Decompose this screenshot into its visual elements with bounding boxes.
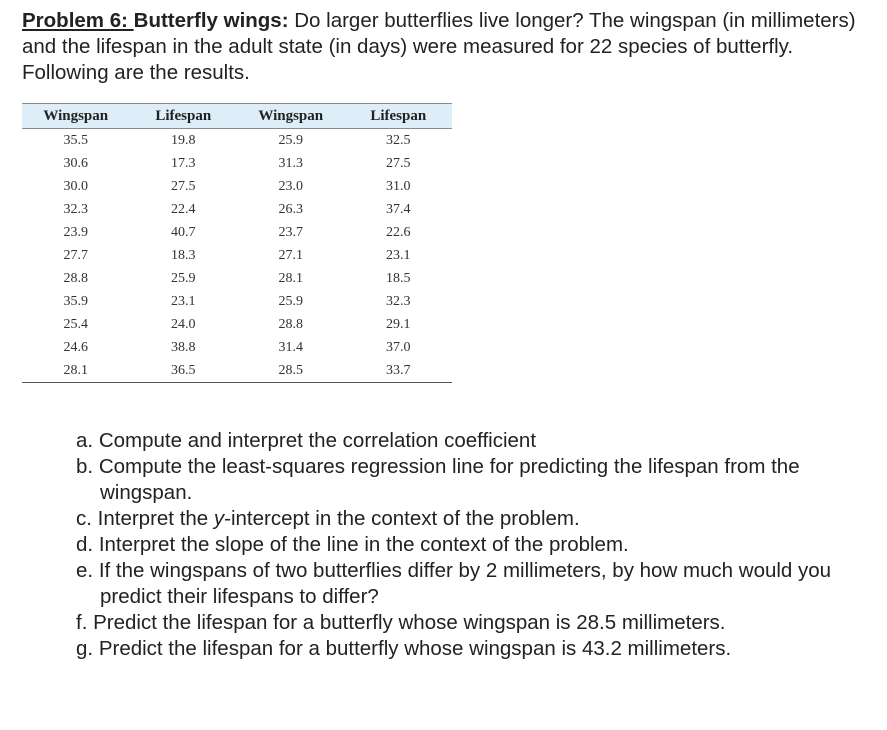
table-row xyxy=(22,359,452,383)
question-text: Compute and interpret the correlation coefficient xyxy=(98,429,537,452)
question-item xyxy=(76,558,876,610)
table-row xyxy=(22,290,452,313)
table-cell: 32.3 xyxy=(386,293,411,309)
table-cell: 22.6 xyxy=(386,224,411,240)
table-cell: 23.0 xyxy=(278,178,303,194)
question-item xyxy=(76,506,876,532)
table-cell: 27.5 xyxy=(171,178,196,194)
table-row xyxy=(22,313,452,336)
table-cell: 19.8 xyxy=(171,132,196,148)
table-cell: 30.6 xyxy=(63,155,88,171)
table-cell: 36.5 xyxy=(130,359,238,383)
question-item xyxy=(76,428,876,454)
table-cell: 23.1 xyxy=(386,247,411,263)
table-cell: 18.5 xyxy=(386,270,411,286)
table-cell: 22.4 xyxy=(171,201,196,217)
header-wingspan-1: Wingspan xyxy=(22,104,130,129)
table-cell: 32.3 xyxy=(63,201,88,217)
question-letter: e. xyxy=(76,559,94,582)
table-cell: 26.3 xyxy=(278,201,303,217)
table-cell: 37.0 xyxy=(386,339,411,355)
table-cell: 24.6 xyxy=(63,339,88,355)
header-wingspan-2: Wingspan xyxy=(237,104,345,129)
table-header-row xyxy=(22,104,452,129)
problem-intro xyxy=(22,8,872,86)
problem-topic: Butterfly wings: xyxy=(133,9,289,32)
table-cell: 25.4 xyxy=(63,316,88,332)
table-cell: 28.8 xyxy=(63,270,88,286)
table-cell: 30.0 xyxy=(63,178,88,194)
table-cell: 18.3 xyxy=(171,247,196,263)
problem-description: Do larger butterflies live longer? The wingspan (in millimeters) and the lifespan in the adult state (in days) were measured for 22 species of butterfly. Following are the results. xyxy=(22,9,856,84)
table-row xyxy=(22,198,452,221)
question-text: Interpret the xyxy=(97,507,214,530)
table-cell: 28.8 xyxy=(278,316,303,332)
table-cell: 27.5 xyxy=(386,155,411,171)
question-letter: c. xyxy=(76,507,92,530)
table-cell: 33.7 xyxy=(345,359,453,383)
table-cell: 29.1 xyxy=(386,316,411,332)
table-cell: 23.9 xyxy=(63,224,88,240)
table-row xyxy=(22,267,452,290)
table-cell: 35.5 xyxy=(63,132,88,148)
question-letter: b. xyxy=(76,455,94,478)
table-row xyxy=(22,175,452,198)
question-item xyxy=(76,532,876,558)
question-emphasis: y xyxy=(213,507,225,530)
table-cell: 25.9 xyxy=(171,270,196,286)
question-text: Predict the lifespan for a butterfly whose wingspan is 28.5 millimeters. xyxy=(93,611,726,634)
table-cell: 31.0 xyxy=(386,178,411,194)
question-text: Interpret the slope of the line in the context of the problem. xyxy=(98,533,629,556)
question-item xyxy=(76,636,876,662)
header-lifespan-1: Lifespan xyxy=(130,104,238,129)
table-cell: 40.7 xyxy=(171,224,196,240)
table-cell: 27.1 xyxy=(278,247,303,263)
table-row xyxy=(22,221,452,244)
table-row xyxy=(22,129,452,153)
table-cell: 32.5 xyxy=(386,132,411,148)
table-cell: 27.7 xyxy=(63,247,88,263)
table-cell: 28.1 xyxy=(22,359,130,383)
table-cell: 28.5 xyxy=(237,359,345,383)
question-letter: g. xyxy=(76,637,94,660)
table-cell: 23.1 xyxy=(171,293,196,309)
butterfly-data-table xyxy=(22,103,452,383)
table-cell: 25.9 xyxy=(278,132,303,148)
question-item xyxy=(76,454,876,506)
question-letter: d. xyxy=(76,533,94,556)
question-list xyxy=(76,428,876,662)
table-cell: 31.4 xyxy=(278,339,303,355)
question-text: If the wingspans of two butterflies differ by 2 millimeters, by how much would you predict their lifespans to differ? xyxy=(98,559,832,608)
header-lifespan-2: Lifespan xyxy=(345,104,453,129)
question-text: Compute the least-squares regression line for predicting the lifespan from the wingspan. xyxy=(98,455,800,504)
table-row xyxy=(22,152,452,175)
question-text-continued: -intercept in the context of the problem. xyxy=(224,507,580,530)
question-item xyxy=(76,610,876,636)
table-cell: 25.9 xyxy=(278,293,303,309)
table-cell: 37.4 xyxy=(386,201,411,217)
table-row xyxy=(22,244,452,267)
question-letter: a. xyxy=(76,429,94,452)
question-text: Predict the lifespan for a butterfly whose wingspan is 43.2 millimeters. xyxy=(98,637,732,660)
table-cell: 23.7 xyxy=(278,224,303,240)
table-cell: 24.0 xyxy=(171,316,196,332)
table-cell: 38.8 xyxy=(171,339,196,355)
table-cell: 31.3 xyxy=(278,155,303,171)
table-cell: 28.1 xyxy=(278,270,303,286)
table-body xyxy=(22,129,452,383)
table-cell: 35.9 xyxy=(63,293,88,309)
problem-label: Problem 6: xyxy=(22,9,134,32)
table-cell: 17.3 xyxy=(171,155,196,171)
table-row xyxy=(22,336,452,359)
question-letter: f. xyxy=(76,611,88,634)
